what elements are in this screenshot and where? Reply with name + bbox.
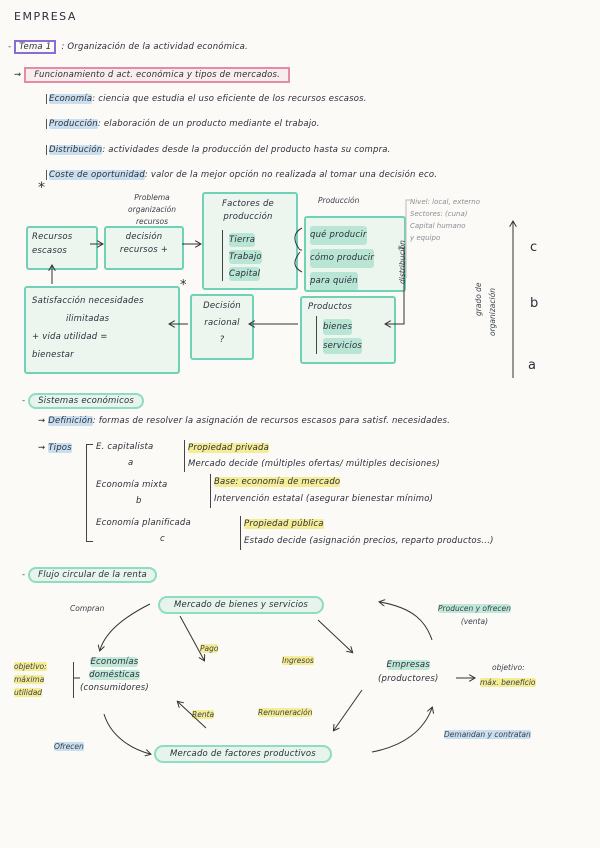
dash-bullet: - xyxy=(8,42,15,52)
objetivo-line: máxima xyxy=(14,675,45,684)
produccion-label: Producción xyxy=(318,196,360,205)
factores-title: Factores de producción xyxy=(222,199,274,222)
definition-text: : ciencia que estudia el uso eficiente de los recursos escasos. xyxy=(92,94,367,104)
decision2-line: Decisión xyxy=(203,301,241,311)
arrow-produccion-productos xyxy=(386,248,404,324)
arrow-demandan xyxy=(372,708,432,752)
arrow-remuneracion xyxy=(334,690,362,730)
tipos-term: Tipos xyxy=(48,443,72,453)
satisfaccion-line: Satisfacción necesidades xyxy=(32,296,144,306)
definition-term: Distribución xyxy=(49,145,103,155)
economias-line: (consumidores) xyxy=(80,683,149,693)
tipo-feature: Mercado decide (múltiples ofertas/ múltiples decisiones) xyxy=(188,459,440,469)
decision2-line: racional xyxy=(204,318,240,328)
mercado-bienes: Mercado de bienes y servicios xyxy=(158,596,324,614)
tema-text: : Organización de la actividad económica. xyxy=(61,42,248,52)
arrow-renta xyxy=(178,702,206,728)
arrow-factores-produccion xyxy=(295,228,302,272)
tipo-letter: c xyxy=(160,534,165,544)
pago-label: Pago xyxy=(200,644,219,653)
nivel-line: y equipo xyxy=(410,234,441,242)
mercado-factores: Mercado de factores productivos xyxy=(154,745,332,763)
section2-heading: Sistemas económicos xyxy=(28,393,144,409)
tipo-name: Economía planificada xyxy=(96,518,191,528)
definition-text: : elaboración de un producto mediante el trabajo. xyxy=(97,119,320,129)
tipo-name: E. capitalista xyxy=(96,442,154,452)
tipo-letter: b xyxy=(136,496,142,506)
definition-term: Coste de oportunidad xyxy=(49,170,145,180)
renta-label: Renta xyxy=(192,710,215,719)
nivel-line: Nivel: local, externo xyxy=(410,198,481,206)
arrow-ingresos xyxy=(318,620,352,652)
satisfaccion-line: ilimitadas xyxy=(66,314,110,324)
producen-line: Producen y ofrecen xyxy=(438,604,511,613)
arrow-bullet-icon: ⇝ xyxy=(38,416,49,426)
produccion-bracket xyxy=(406,200,412,278)
tipo-feature: Estado decide (asignación precios, reparto productos...) xyxy=(244,536,494,546)
objetivo-line: utilidad xyxy=(14,688,43,697)
produccion-item: qué producir xyxy=(310,226,367,245)
scale-b: b xyxy=(530,296,539,311)
empresas-line: Empresas xyxy=(386,660,430,670)
factor-item: Capital xyxy=(229,269,261,279)
definition-term: Producción xyxy=(49,119,98,129)
page-title: EMPRESA xyxy=(14,10,77,23)
tipo-feature: Base: economía de mercado xyxy=(214,477,341,487)
produccion-item: cómo producir xyxy=(310,249,374,268)
scale-a: a xyxy=(528,358,537,373)
arrow-producen xyxy=(380,602,432,640)
definition-text: : valor de la mejor opción no realizada al tomar una decisión eco. xyxy=(144,170,438,180)
arrow-pago xyxy=(180,616,204,660)
compran-label: Compran xyxy=(70,604,105,613)
definicion-text: : formas de resolver la asignación de recursos escasos para satisf. necesidades. xyxy=(92,416,451,426)
tipo-feature: Intervención estatal (asegurar bienestar mínimo) xyxy=(214,494,434,504)
arrow-bullet-icon: ⇝ xyxy=(14,70,25,80)
definition-text: : actividades desde la producción del producto hasta su compra. xyxy=(102,145,391,155)
tipo-feature: Propiedad privada xyxy=(188,443,270,453)
arrow-bullet-icon: ⇝ xyxy=(38,443,49,453)
producen-line: (venta) xyxy=(460,617,489,626)
demandan-label: Demandan y contratan xyxy=(444,730,531,739)
tema-label: Tema 1 xyxy=(14,40,56,54)
factor-item: Trabajo xyxy=(229,252,262,262)
productos-item: servicios xyxy=(323,338,362,354)
remuneracion-label: Remuneración xyxy=(258,708,313,717)
dash-bullet: - xyxy=(22,570,29,580)
section1-heading: Funcionamiento d act. económica y tipos de mercados. xyxy=(24,67,290,83)
economias-line: Economías xyxy=(90,657,139,667)
recursos-text: Recursos escasos xyxy=(32,232,73,256)
nivel-line: Capital humano xyxy=(410,222,466,230)
produccion-item: para quién xyxy=(310,272,358,291)
vertical-distribucion: distribución xyxy=(398,240,407,284)
productos-item: bienes xyxy=(323,319,352,335)
factor-item: Tierra xyxy=(229,235,256,245)
tipo-letter: a xyxy=(128,458,134,468)
star-marker: * xyxy=(180,278,187,293)
objetivo-line: objetivo: xyxy=(492,663,525,672)
decision-text: decisión recursos + xyxy=(119,232,169,255)
decision2-line: ? xyxy=(219,335,225,345)
ingresos-label: Ingresos xyxy=(282,656,314,665)
objetivo-line: máx. beneficio xyxy=(480,678,536,687)
definition-term: Economía xyxy=(49,94,93,104)
dash-bullet: - xyxy=(22,396,29,406)
objetivo-line: objetivo: xyxy=(14,662,47,671)
productos-title: Productos xyxy=(308,302,353,312)
satisfaccion-line: + vida utilidad = xyxy=(32,332,108,342)
nivel-line: Sectores: (cuna) xyxy=(410,210,468,218)
section3-heading: Flujo circular de la renta xyxy=(28,567,157,583)
empresas-line: (productores) xyxy=(378,674,439,684)
satisfaccion-line: bienestar xyxy=(32,350,74,360)
vertical-grado-2: organización xyxy=(488,288,497,336)
economias-line: domésticas xyxy=(89,670,140,680)
vertical-grado-1: grado de xyxy=(474,282,483,316)
star-marker: * xyxy=(38,180,46,196)
scale-c: c xyxy=(530,240,538,255)
problema-label: Problema organización recursos xyxy=(128,193,176,226)
arrow-compran xyxy=(100,604,150,650)
tipo-name: Economía mixta xyxy=(96,480,168,490)
arrow-ofrecen xyxy=(104,714,150,754)
definicion-term: Definición xyxy=(48,416,93,426)
tipo-feature: Propiedad pública xyxy=(244,519,324,529)
ofrecen-label: Ofrecen xyxy=(54,742,84,751)
